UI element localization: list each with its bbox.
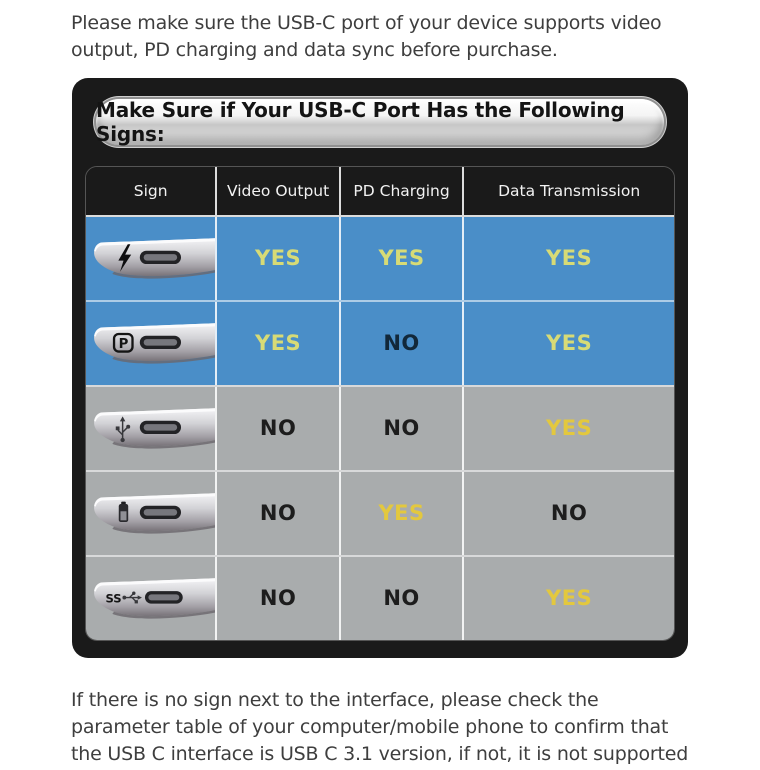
usb-port-icon (90, 393, 215, 463)
table-row (86, 470, 674, 555)
pd-charging-value: YES (339, 217, 462, 300)
pd-charging-value: YES (339, 472, 462, 555)
bottom-note-text: If there is no sign next to the interface, please check the parameter table of your computer/mobile phone to confirm that the USB C interface is USB C 3.1 version, if not, it is not supported (71, 688, 689, 765)
video-output-value: NO (215, 472, 338, 555)
displayport-port-icon (90, 308, 215, 378)
pd-charging-value: NO (339, 387, 462, 470)
sign-cell (86, 557, 215, 640)
compatibility-table (85, 166, 675, 641)
banner-pill (96, 99, 664, 145)
pd-charging-value: NO (339, 302, 462, 385)
table-body (86, 215, 674, 640)
header-cell-data-transmission: Data Transmission (462, 167, 674, 215)
battery-port-icon (90, 478, 215, 548)
table-row (86, 555, 674, 640)
video-output-value: YES (215, 302, 338, 385)
sign-cell (86, 217, 215, 300)
info-panel (72, 78, 688, 658)
banner-title: Make Sure if Your USB-C Port Has the Following Signs: (96, 97, 625, 146)
header-cell-sign: Sign (133, 181, 168, 200)
video-output-value: NO (215, 557, 338, 640)
table-row (86, 300, 674, 385)
data-transmission-value: YES (462, 217, 674, 300)
sign-cell (86, 472, 215, 555)
sign-cell (86, 387, 215, 470)
header-cell-pd-charging: PD Charging (339, 167, 462, 215)
pd-charging-value: NO (339, 557, 462, 640)
data-transmission-value: YES (462, 387, 674, 470)
table-row (86, 385, 674, 470)
data-transmission-value: YES (462, 557, 674, 640)
video-output-value: YES (215, 217, 338, 300)
video-output-value: NO (215, 387, 338, 470)
top-note-text: Please make sure the USB-C port of your device supports video output, PD charging and data sync before purchase. (71, 12, 662, 61)
sign-cell (86, 302, 215, 385)
thunderbolt-port-icon (90, 223, 215, 293)
data-transmission-value: YES (462, 302, 674, 385)
data-transmission-value: NO (462, 472, 674, 555)
table-row (86, 217, 674, 300)
usb-ss-port-icon (90, 563, 215, 633)
header-cell-video-output: Video Output (215, 167, 338, 215)
table-header-row (86, 167, 674, 215)
